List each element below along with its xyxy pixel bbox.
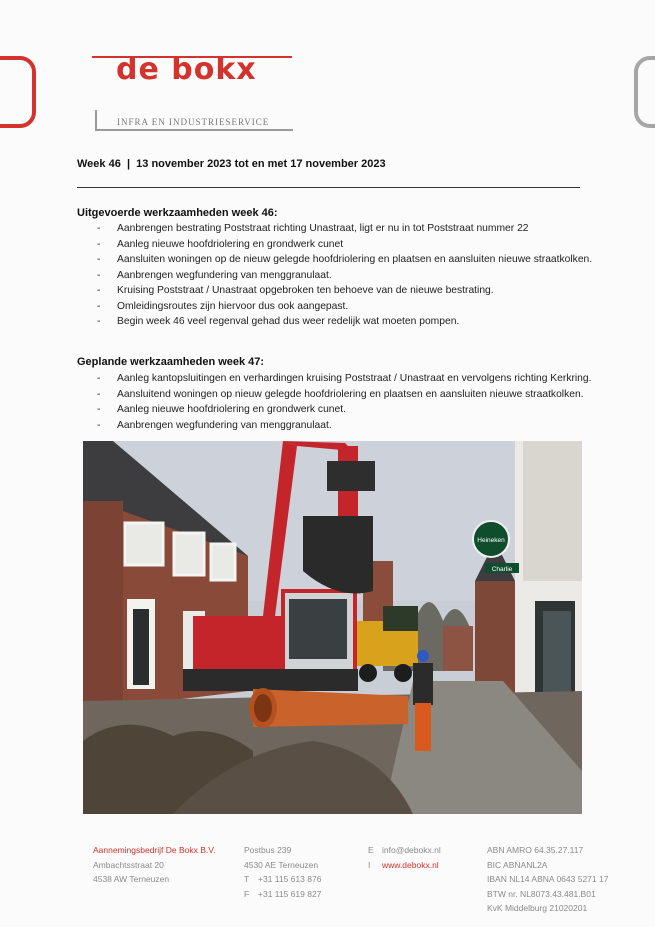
list-item: - Aansluiten woningen op de nieuw gelegde hoofdriolering en plaatsen en aansluiten nieuwe straatkolken. [97, 254, 593, 265]
executed-section-title: Uitgevoerde werkzaamheden week 46: [77, 207, 278, 219]
list-item: - Aanleg nieuwe hoofdriolering en grondwerk cunet [97, 238, 344, 250]
planned-section-title: Geplande werkzaamheden week 47: [77, 356, 265, 368]
logo-bottom-rule [95, 129, 293, 131]
footer-postbus: Postbus 239 [244, 845, 292, 855]
footer-bic: BIC ABNANL2A [487, 859, 548, 870]
list-item: - Aanbrengen wegfundering van menggranulaat. [97, 269, 332, 281]
footer-postcode: 4530 AE Terneuzen [244, 859, 319, 870]
footer-phone-label: T [244, 874, 250, 884]
week-separator: | [126, 158, 131, 170]
footer-bank: ABN AMRO 64.35.27.117 [487, 845, 584, 855]
list-item: - Aanleg kantopsluitingen en verhardingen kruising Poststraat / Unastraat en vervolgens richting Kerkring. [97, 373, 592, 384]
footer-street: Ambachtsstraat 20 [93, 859, 164, 870]
executed-list [93, 221, 592, 330]
footer-iban: IBAN NL14 ABNA 0643 5271 17 [487, 874, 609, 884]
decorative-corner-left [0, 56, 36, 128]
construction-site-photo [83, 441, 582, 814]
footer-phone[interactable]: +31 115 613 876 [258, 874, 322, 884]
planned-list [93, 371, 592, 433]
footer-email-label: E [368, 845, 374, 855]
footer-contact-column [368, 843, 441, 872]
footer-fax-label: F [244, 888, 250, 899]
footer-kvk: KvK Middelburg 21020201 [487, 903, 588, 913]
footer-btw: BTW nr. NL8073.43.481.B01 [487, 888, 596, 899]
week-header [77, 158, 386, 170]
list-item: - Aanleg nieuwe hoofdriolering en grondwerk cunet. [97, 404, 346, 415]
week-label: Week 46 [77, 158, 121, 170]
list-item: - Begin week 46 veel regenval gehad dus weer redelijk wat moeten pompen. [97, 316, 460, 327]
list-item: - Aanbrengen wegfundering van menggranulaat. [97, 419, 332, 431]
footer-fax: +31 115 619 827 [258, 888, 322, 899]
decorative-corner-right [634, 56, 655, 128]
footer-city: 4538 AW Terneuzen [93, 874, 170, 884]
footer-company-name: Aannemingsbedrijf De Bokx B.V. [93, 845, 216, 855]
list-item: - Aanbrengen bestrating Poststraat richting Unastraat, ligt er nu in tot Poststraat nummer 22 [97, 223, 529, 234]
footer-bank-column [487, 843, 608, 916]
logo-vertical-rule [95, 110, 97, 131]
heineken-sign-text: Heineken [477, 537, 505, 544]
footer-postal-column [244, 843, 321, 901]
footer-company-column [93, 843, 216, 887]
footer-web-label: I [368, 859, 371, 870]
week-period: 13 november 2023 tot en met 17 november 2023 [136, 158, 386, 170]
list-item: - Kruising Poststraat / Unastraat opgebroken ten behoeve van de nieuwe bestrating. [97, 285, 494, 296]
header-divider [77, 187, 580, 188]
charlie-sign-text: Charlie [491, 566, 513, 573]
footer-web-link[interactable]: www.debokx.nl [382, 859, 439, 870]
logo-tagline: INFRA EN INDUSTRIESERVICE [117, 117, 270, 127]
list-item: - Aansluitend woningen op nieuw gelegde hoofdriolering en plaatsen en aansluiten nieuwe straatkolken. [97, 388, 584, 400]
list-item: - Omleidingsroutes zijn hiervoor dus ook aangepast. [97, 300, 349, 312]
footer-email-link[interactable]: info@debokx.nl [382, 845, 441, 855]
logo-wordmark: de bokx [116, 52, 257, 87]
